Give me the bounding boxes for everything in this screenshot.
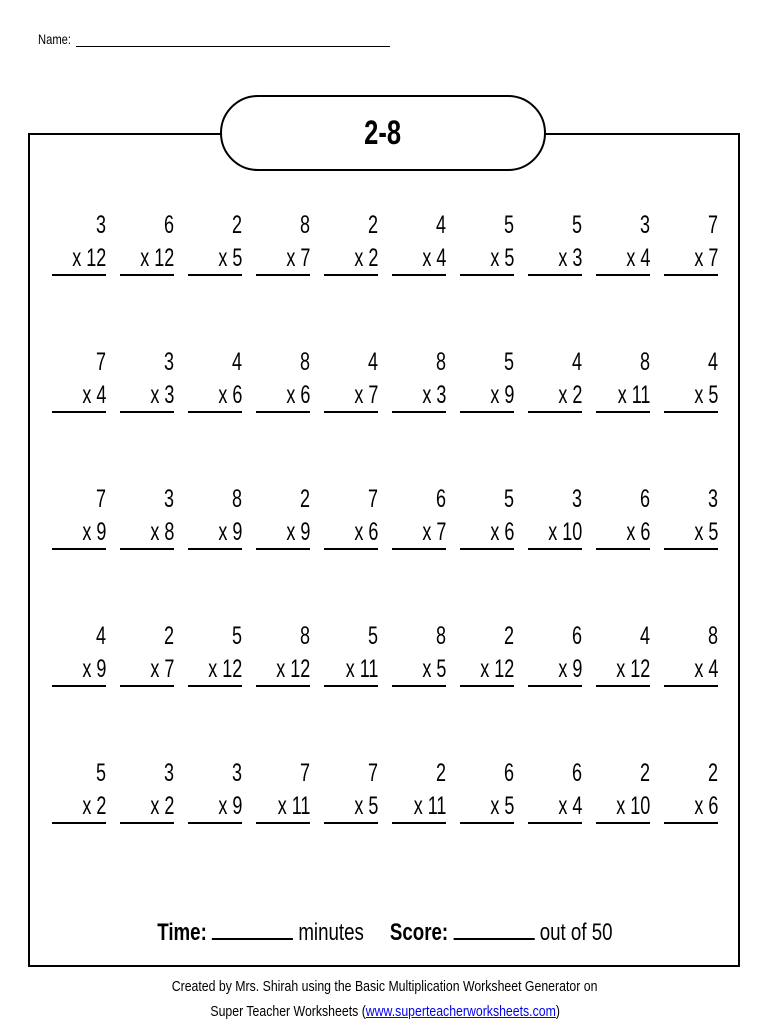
- multiplier-line: [52, 379, 106, 413]
- multiplier-line: [596, 379, 650, 413]
- problem: [52, 756, 106, 824]
- multiplier: x 12: [207, 655, 242, 683]
- multiplier: x 3: [149, 381, 174, 409]
- multiplier-line: [120, 516, 174, 550]
- multiplicand: 7: [95, 485, 106, 513]
- problem: [324, 345, 378, 413]
- multiplier-line: [528, 242, 582, 276]
- problem: [460, 345, 514, 413]
- multiplier-line: [664, 379, 718, 413]
- multiplier-line: [460, 379, 514, 413]
- multiplicand: 8: [231, 485, 242, 513]
- multiplicand: 5: [503, 348, 514, 376]
- multiplicand: 5: [95, 759, 106, 787]
- multiplier: x 9: [285, 518, 310, 546]
- problem: [460, 756, 514, 824]
- multiplier: x 6: [353, 518, 378, 546]
- problem: [460, 619, 514, 687]
- multiplier: x 11: [345, 655, 378, 683]
- multiplier-line: [188, 790, 242, 824]
- problem: [256, 482, 310, 550]
- problem-row: [52, 482, 722, 562]
- problem: [664, 345, 718, 413]
- multiplier-line: [460, 242, 514, 276]
- problem: [664, 619, 718, 687]
- multiplicand: 3: [571, 485, 582, 513]
- multiplier-line: [392, 516, 446, 550]
- multiplicand: 6: [639, 485, 650, 513]
- multiplicand: 2: [299, 485, 310, 513]
- problem-row: [52, 619, 722, 699]
- multiplicand: 6: [571, 759, 582, 787]
- multiplier: x 4: [421, 244, 446, 272]
- problem-row: [52, 345, 722, 425]
- problem: [256, 345, 310, 413]
- problem: [664, 208, 718, 276]
- multiplier-line: [324, 653, 378, 687]
- multiplier: x 5: [217, 244, 242, 272]
- multiplicand: 6: [435, 485, 446, 513]
- multiplier: x 5: [353, 792, 378, 820]
- multiplicand: 3: [163, 485, 174, 513]
- problem: [52, 208, 106, 276]
- problem: [392, 756, 446, 824]
- multiplier: x 5: [489, 792, 514, 820]
- multiplicand: 6: [503, 759, 514, 787]
- multiplicand: 8: [707, 622, 718, 650]
- multiplier-line: [256, 516, 310, 550]
- multiplier: x 2: [81, 792, 106, 820]
- multiplier-line: [324, 379, 378, 413]
- multiplier: x 2: [353, 244, 378, 272]
- problem: [188, 345, 242, 413]
- multiplier: x 9: [81, 518, 106, 546]
- multiplicand: 4: [639, 622, 650, 650]
- multiplier-line: [120, 790, 174, 824]
- website-link[interactable]: www.superteacherworksheets.com: [365, 1003, 556, 1020]
- problem: [256, 208, 310, 276]
- problem-row: [52, 208, 722, 288]
- problem: [188, 208, 242, 276]
- multiplier: x 12: [71, 244, 106, 272]
- time-score-row: [0, 918, 770, 947]
- multiplicand: 5: [503, 485, 514, 513]
- multiplicand: 4: [367, 348, 378, 376]
- problem: [52, 482, 106, 550]
- multiplier: x 9: [217, 792, 242, 820]
- multiplicand: 2: [163, 622, 174, 650]
- multiplier-line: [528, 516, 582, 550]
- multiplier-line: [460, 653, 514, 687]
- multiplicand: 8: [299, 348, 310, 376]
- problem: [596, 345, 650, 413]
- multiplicand: 4: [95, 622, 106, 650]
- multiplicand: 2: [435, 759, 446, 787]
- multiplier: x 12: [139, 244, 174, 272]
- credit-line-1: Created by Mrs. Shirah using the Basic Multiplication Worksheet Generator on: [172, 978, 598, 995]
- multiplier: x 7: [285, 244, 310, 272]
- multiplier: x 7: [353, 381, 378, 409]
- problem: [392, 619, 446, 687]
- multiplier: x 5: [489, 244, 514, 272]
- multiplier-line: [528, 379, 582, 413]
- problem: [596, 756, 650, 824]
- multiplicand: 3: [95, 211, 106, 239]
- multiplier-line: [324, 242, 378, 276]
- multiplier-line: [52, 790, 106, 824]
- problem: [528, 345, 582, 413]
- multiplicand: 6: [163, 211, 174, 239]
- name-field[interactable]: [76, 30, 390, 47]
- problem: [52, 345, 106, 413]
- multiplier-line: [256, 790, 310, 824]
- multiplier: x 6: [625, 518, 650, 546]
- multiplier-line: [256, 653, 310, 687]
- problem: [596, 619, 650, 687]
- multiplier: x 5: [693, 518, 718, 546]
- multiplicand: 2: [639, 759, 650, 787]
- multiplier-line: [120, 653, 174, 687]
- multiplier: x 7: [421, 518, 446, 546]
- multiplier: x 3: [557, 244, 582, 272]
- problem: [120, 345, 174, 413]
- problem: [324, 619, 378, 687]
- multiplier: x 8: [149, 518, 174, 546]
- multiplicand: 7: [95, 348, 106, 376]
- multiplier: x 10: [615, 792, 650, 820]
- problem: [120, 482, 174, 550]
- multiplicand: 5: [571, 211, 582, 239]
- multiplier: x 3: [421, 381, 446, 409]
- multiplicand: 4: [571, 348, 582, 376]
- multiplicand: 8: [639, 348, 650, 376]
- multiplier: x 6: [285, 381, 310, 409]
- out-of-label: out of 50: [539, 919, 613, 946]
- problem: [528, 482, 582, 550]
- multiplier: x 6: [693, 792, 718, 820]
- problem: [188, 619, 242, 687]
- multiplicand: 5: [503, 211, 514, 239]
- problem: [188, 756, 242, 824]
- problem: [460, 482, 514, 550]
- multiplier: x 5: [693, 381, 718, 409]
- multiplier-line: [324, 790, 378, 824]
- multiplicand: 2: [707, 759, 718, 787]
- multiplicand: 6: [571, 622, 582, 650]
- problem: [324, 756, 378, 824]
- minutes-label: minutes: [298, 919, 365, 946]
- multiplier-line: [460, 516, 514, 550]
- multiplier: x 9: [557, 655, 582, 683]
- multiplier-line: [664, 242, 718, 276]
- multiplier: x 7: [693, 244, 718, 272]
- problem: [256, 619, 310, 687]
- multiplicand: 3: [163, 348, 174, 376]
- multiplier-line: [120, 379, 174, 413]
- problem: [664, 482, 718, 550]
- multiplier-line: [392, 790, 446, 824]
- problem: [528, 619, 582, 687]
- multiplier: x 4: [81, 381, 106, 409]
- multiplicand: 7: [367, 759, 378, 787]
- multiplier-line: [120, 242, 174, 276]
- multiplier-line: [664, 790, 718, 824]
- multiplier: x 2: [557, 381, 582, 409]
- multiplier: x 4: [693, 655, 718, 683]
- multiplier: x 4: [625, 244, 650, 272]
- multiplier-line: [52, 653, 106, 687]
- multiplicand: 7: [299, 759, 310, 787]
- problem: [596, 208, 650, 276]
- score-label: Score:: [390, 919, 449, 946]
- title-banner: [220, 95, 546, 171]
- problem-row: [52, 756, 722, 836]
- multiplier: x 11: [413, 792, 446, 820]
- multiplier: x 9: [81, 655, 106, 683]
- problem: [392, 208, 446, 276]
- multiplier: x 9: [217, 518, 242, 546]
- problem: [596, 482, 650, 550]
- problem: [256, 756, 310, 824]
- multiplier-line: [256, 379, 310, 413]
- multiplier-line: [664, 516, 718, 550]
- multiplier-line: [392, 242, 446, 276]
- multiplicand: 7: [707, 211, 718, 239]
- problem: [392, 345, 446, 413]
- problem: [460, 208, 514, 276]
- multiplier: x 12: [615, 655, 650, 683]
- multiplier: x 11: [277, 792, 310, 820]
- multiplier-line: [52, 516, 106, 550]
- problem: [392, 482, 446, 550]
- multiplier-line: [188, 516, 242, 550]
- multiplier: x 6: [217, 381, 242, 409]
- multiplier-line: [188, 242, 242, 276]
- multiplier: x 6: [489, 518, 514, 546]
- multiplicand: 2: [503, 622, 514, 650]
- multiplier-line: [596, 653, 650, 687]
- multiplier-line: [528, 653, 582, 687]
- multiplicand: 4: [435, 211, 446, 239]
- multiplicand: 5: [231, 622, 242, 650]
- problem: [120, 619, 174, 687]
- multiplier: x 9: [489, 381, 514, 409]
- time-blank[interactable]: [212, 918, 293, 940]
- multiplier-line: [596, 242, 650, 276]
- name-label: Name:: [38, 31, 71, 47]
- multiplier: x 7: [149, 655, 174, 683]
- multiplier-line: [528, 790, 582, 824]
- problem: [324, 208, 378, 276]
- multiplier: x 2: [149, 792, 174, 820]
- multiplier-line: [460, 790, 514, 824]
- multiplicand: 8: [435, 622, 446, 650]
- multiplicand: 7: [367, 485, 378, 513]
- name-row: [38, 30, 390, 47]
- multiplier-line: [188, 379, 242, 413]
- multiplicand: 3: [639, 211, 650, 239]
- multiplier-line: [392, 653, 446, 687]
- problem: [664, 756, 718, 824]
- multiplier-line: [664, 653, 718, 687]
- problem: [324, 482, 378, 550]
- multiplier: x 5: [421, 655, 446, 683]
- problem: [52, 619, 106, 687]
- multiplier-line: [596, 516, 650, 550]
- multiplicand: 4: [707, 348, 718, 376]
- multiplicand: 8: [435, 348, 446, 376]
- multiplicand: 4: [231, 348, 242, 376]
- multiplier-line: [188, 653, 242, 687]
- multiplier-line: [392, 379, 446, 413]
- multiplicand: 3: [707, 485, 718, 513]
- credit-line-2: Super Teacher Worksheets (www.superteacherworksheets.com): [210, 1003, 560, 1020]
- time-label: Time:: [157, 919, 207, 946]
- multiplier: x 12: [275, 655, 310, 683]
- problem: [528, 208, 582, 276]
- multiplicand: 2: [231, 211, 242, 239]
- problem: [188, 482, 242, 550]
- multiplier: x 12: [479, 655, 514, 683]
- multiplier-line: [256, 242, 310, 276]
- multiplier-line: [324, 516, 378, 550]
- multiplicand: 2: [367, 211, 378, 239]
- worksheet-title: 2-8: [364, 113, 402, 152]
- multiplicand: 3: [163, 759, 174, 787]
- multiplicand: 3: [231, 759, 242, 787]
- problem: [120, 756, 174, 824]
- score-blank[interactable]: [453, 918, 534, 940]
- problem: [120, 208, 174, 276]
- multiplicand: 8: [299, 211, 310, 239]
- multiplicand: 8: [299, 622, 310, 650]
- multiplier: x 4: [557, 792, 582, 820]
- multiplier: x 11: [617, 381, 650, 409]
- multiplier-line: [596, 790, 650, 824]
- multiplier: x 10: [547, 518, 582, 546]
- problem: [528, 756, 582, 824]
- multiplier-line: [52, 242, 106, 276]
- multiplicand: 5: [367, 622, 378, 650]
